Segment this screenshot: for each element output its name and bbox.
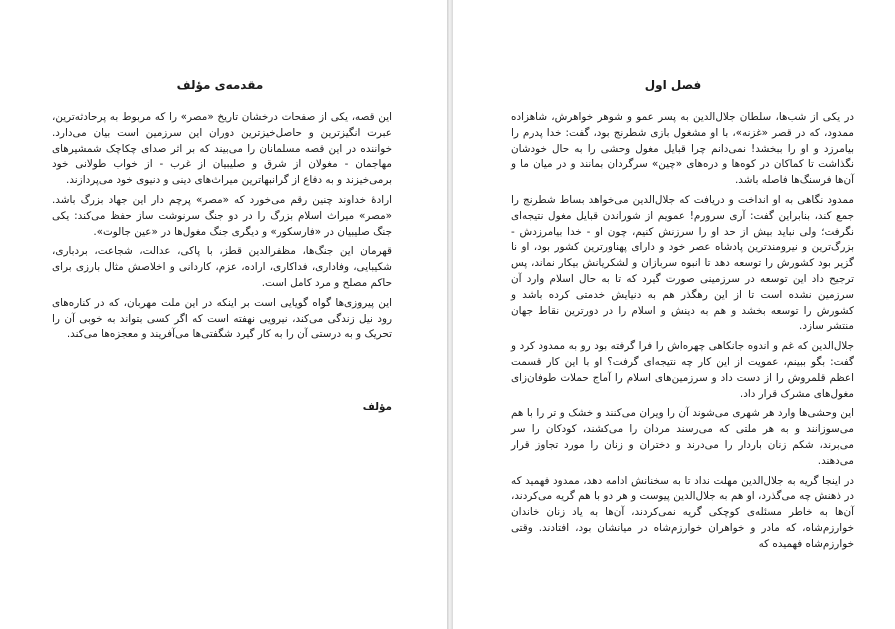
paragraph: این وحشی‌ها وارد هر شهری می‌شوند آن را ویران می‌کنند و خشک و تر را با هم می‌سوزانند و به هر ملتی که می‌رسند مردان را می‌کشند، کودکان را سر می‌برند، شکم زنان باردار را می‌درند و دختران و زنان را مورد تجاوز قرار می‌دهند. [511, 407, 854, 467]
preface-body [52, 110, 392, 347]
author-signature: مؤلف [362, 401, 392, 413]
right-page [453, 0, 895, 629]
paragraph: قهرمان این جنگ‌ها، مظفرالدین قطز، با پاکی، عدالت، شجاعت، بردباری، شکیبایی، وفاداری، فداکاری، اراده، عزم، کاردانی و اخلاصش مثال بارزی برای حاکم مصلح و مرد کامل است. [52, 245, 392, 289]
paragraph: جلال‌الدین که غم و اندوه جانکاهی چهره‌اش را فرا گرفته بود رو به ممدود کرد و گفت: بگو ببینم، عمویت از این کار چه نتیجه‌ای گرفت؟ او با این کار قسمت اعظم قلمروش را از دست داد و سرزمین‌های اسلام را آماج حملات طوفان‌زای مغول‌های مشرک قرار داد. [511, 340, 854, 400]
paragraph: ارادهٔ خداوند چنین رقم می‌خورد که «مصر» پرچم دار این جهاد بزرگ باشد. «مصر» میراث اسلام بزرگ را در دو جنگ سرنوشت ساز حفظ می‌کند: یکی جنگ صلیبیان در «فارسکور» و دیگری جنگ مغول‌ها در «عین جالوت». [52, 193, 392, 238]
paragraph: در یکی از شب‌ها، سلطان جلال‌الدین به پسر عمو و شوهر خواهرش، شاهزاده ممدود، که در قصر «غزنه»، با او مشغول بازی شطرنج بود، گفت: خدا پدرم را بیامرزد و او را ببخشد! نمی‌دانم چرا قبایل مغول وحشی را به حال خودشان نگذاشت تا کماکان در کوه‌ها و دره‌های «چین» سرگردان بمانند و در میان ما و آن‌ها فرسنگ‌ها فاصله باشد. [511, 111, 854, 187]
chapter-body [511, 110, 854, 557]
paragraph: در اینجا گریه به جلال‌الدین مهلت نداد تا به سخنانش ادامه دهد، ممدود فهمید که در ذهنش چه می‌گذرد، او هم به جلال‌الدین پیوست و هر دو با هم گریه می‌کردند، آن‌ها به خاطر مسئله‌ی کوچکی گریه نمی‌کردند، آن‌ها به یاد زنان خاندان خوارزم‌شاه، که مادر و خواهران خوارزم‌شاه در میانشان بود، افتادند. وقتی خوارزم‌شاه فهمیده که [511, 474, 854, 550]
chapter-title: فصل اول [644, 78, 702, 92]
paragraph: این قصه، یکی از صفحات درخشان تاریخ «مصر» را که مربوط به پرحادثه‌ترین، عبرت انگیزترین و حاصل‌خیزترین دوران این سرزمین است بیان می‌دارد. خواننده در این قصه مسلمانان را می‌بیند که بر اثر صدای چکاچک شمشیرهای مهاجمان - مغولان از شرق و صلیبیان از غرب - از خواب طولانی خود برمی‌خیزند و به دفاع از گرانبهاترین میراث‌های دینی و دنیوی خود می‌پردازند. [52, 111, 392, 187]
left-page [0, 0, 447, 629]
paragraph: این پیروزی‌ها گواه گویایی است بر اینکه در این ملت مهربان، که در کناره‌های رود نیل زندگی می‌کند، نیرویی نهفته است که اگر کسی بتواند به خوبی آن را تحریک و به درستی آن را به کار گیرد شگفتی‌ها می‌آفریند و معجزه‌ها می‌کند. [52, 296, 392, 341]
page-title: مقدمه‌ی مؤلف [176, 78, 264, 92]
paragraph: ممدود نگاهی به او انداخت و دریافت که جلال‌الدین می‌خواهد بساط شطرنج را جمع کند، بنابراین گفت: آری سرورم! عمویم از شوراندن قبایل مغول نتیجه‌ای نگرفت؛ ولی نباید بیش از حد او را سرزنش کنیم، چون او - خدا بیامرزدش - بزرگ‌ترین و نیرومندترین پادشاه عصر خود و دارای پهناورترین کشور بود، او نا گزیر بود کشورش را توسعه دهد تا انبوه سربازان و لشکریانش بیکار نماند، پس ترجیح داد این توسعه در سرزمینی صورت گیرد که تا به حال اسلام وارد آن سرزمین نشده است تا از این رهگذر هم به دنیایش خدمتی کرده باشد و کشورش را توسعه بخشد و هم به دینش و اسلام را در دورترین نقاط جهان منتشر سازد. [511, 193, 854, 333]
